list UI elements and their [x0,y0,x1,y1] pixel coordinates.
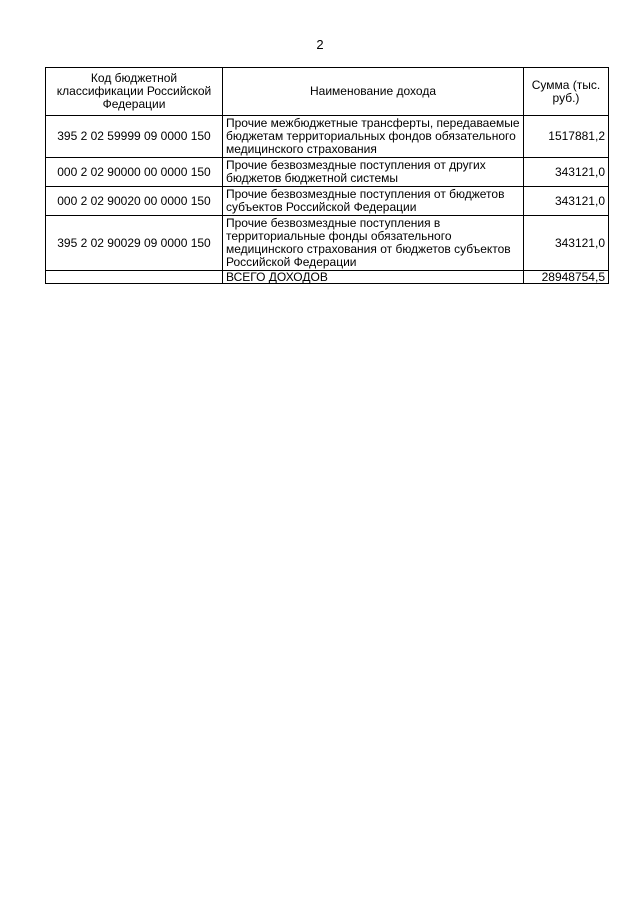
revenue-name-cell: Прочие безвозмездные поступления в территориальные фонды обязательного медицинского страхования от бюджетов субъектов Российской Федерации [223,216,524,271]
header-revenue-name: Наименование дохода [223,68,524,116]
sum-cell: 1517881,2 [524,116,609,158]
revenue-table [45,67,609,284]
header-budget-code: Код бюджетной классификации Российской Федерации [46,68,223,116]
sum-cell: 343121,0 [524,216,609,271]
total-sum: 28948754,5 [524,271,609,284]
revenue-name-cell: Прочие безвозмездные поступления от других бюджетов бюджетной системы [223,158,524,187]
total-code-cell [46,271,223,284]
revenue-name-cell: Прочие межбюджетные трансферты, передаваемые бюджетам территориальных фондов обязательного медицинского страхования [223,116,524,158]
table-row [46,216,609,271]
sum-cell: 343121,0 [524,187,609,216]
revenue-name-cell: Прочие безвозмездные поступления от бюджетов субъектов Российской Федерации [223,187,524,216]
table-header-row [46,68,609,116]
budget-code-cell: 395 2 02 90029 09 0000 150 [46,216,223,271]
budget-code-cell: 000 2 02 90000 00 0000 150 [46,158,223,187]
header-sum: Сумма (тыс. руб.) [524,68,609,116]
total-label: ВСЕГО ДОХОДОВ [223,271,524,284]
table-row [46,187,609,216]
sum-cell: 343121,0 [524,158,609,187]
page-number: 2 [316,37,324,52]
budget-code-cell: 000 2 02 90020 00 0000 150 [46,187,223,216]
table-row [46,158,609,187]
table-row [46,116,609,158]
budget-code-cell: 395 2 02 59999 09 0000 150 [46,116,223,158]
total-row [46,271,609,284]
